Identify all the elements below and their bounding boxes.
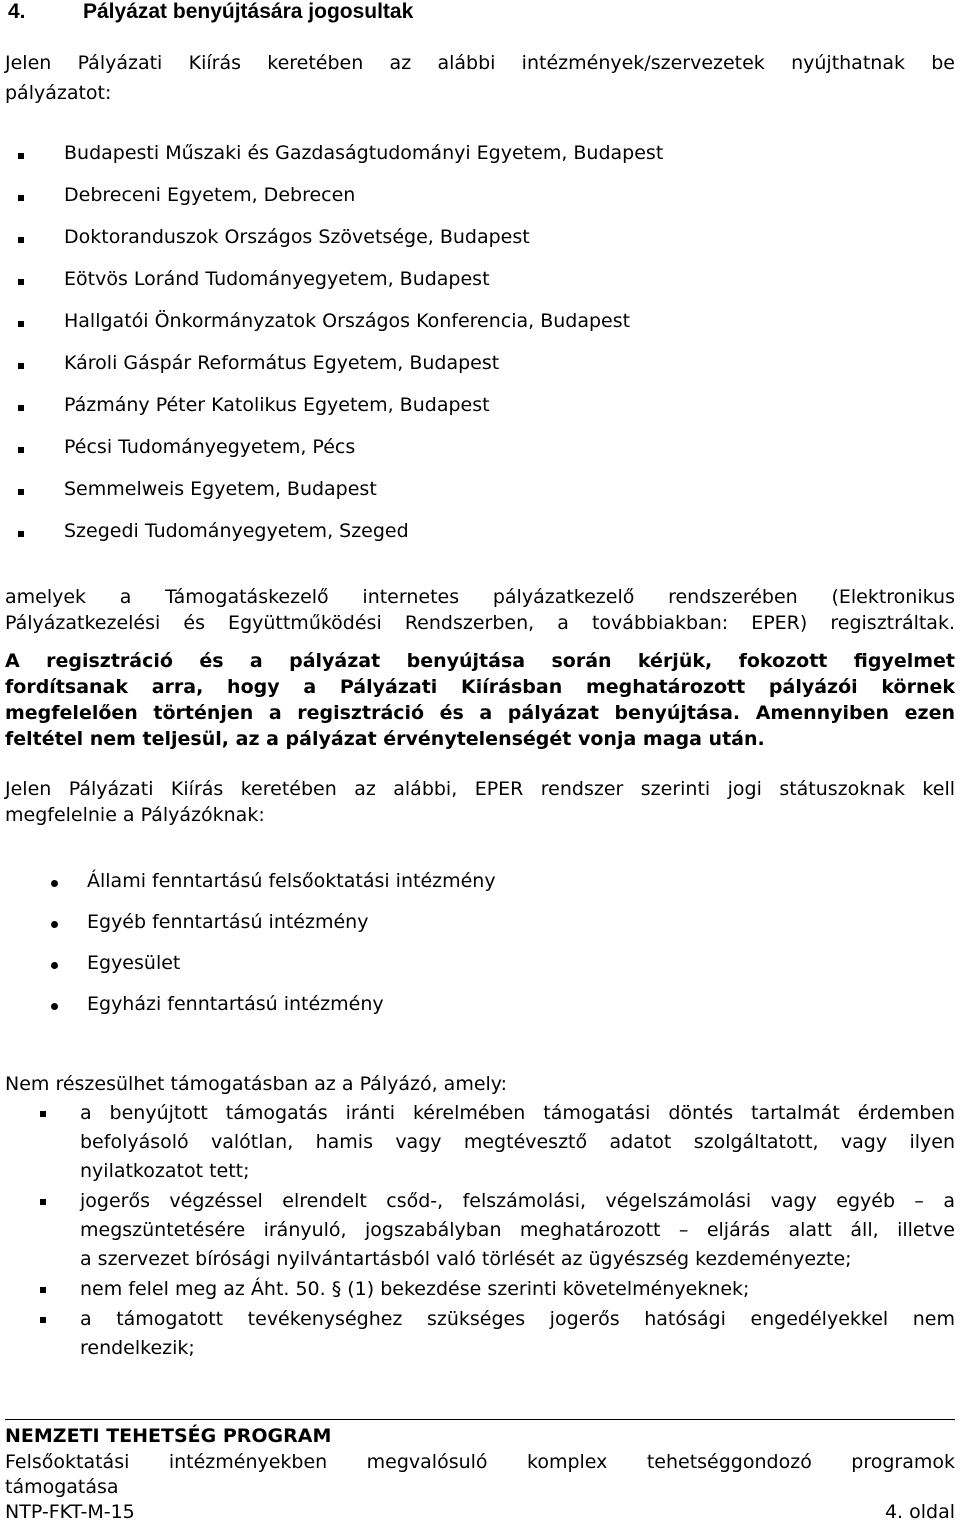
square-bullet-icon bbox=[18, 405, 24, 411]
square-bullet-icon bbox=[18, 489, 24, 495]
square-bullet-icon bbox=[40, 1199, 46, 1205]
warning-line-4: feltétel nem teljesül, az a pályázat érvénytelenségét vonja maga után. bbox=[5, 728, 765, 750]
footer-divider bbox=[5, 1419, 955, 1420]
square-bullet-icon bbox=[18, 363, 24, 369]
square-bullet-icon bbox=[18, 279, 24, 285]
exclusion-item-2-line-1: jogerős végzéssel elrendelt csőd-, felszámolási, végelszámolási vagy egyéb – a bbox=[80, 1190, 955, 1212]
square-bullet-icon bbox=[18, 153, 24, 159]
footer-subtitle-line-1: Felsőoktatási intézményekben megvalósuló komplex tehetséggondozó programok bbox=[5, 1451, 955, 1473]
exclusion-item-3-line-1: nem felel meg az Áht. 50. § (1) bekezdése szerinti követelményeknek; bbox=[80, 1278, 750, 1300]
warning-line-1: A regisztráció és a pályázat benyújtása során kérjük, fokozott figyelmet bbox=[5, 650, 955, 672]
exclusion-intro: Nem részesülhet támogatásban az a Pályázó, amely: bbox=[5, 1073, 508, 1095]
round-bullet-icon bbox=[51, 962, 58, 969]
square-bullet-icon bbox=[18, 447, 24, 453]
warning-line-3: megfelelően történjen a regisztráció és a pályázat benyújtása. Amennyiben ezen bbox=[5, 702, 955, 724]
footer-program: NEMZETI TEHETSÉG PROGRAM bbox=[5, 1425, 332, 1447]
registration-line-2: Pályázatkezelési és Együttműködési Rendszerben, a továbbiakban: EPER) regisztráltak. bbox=[5, 612, 955, 634]
warning-line-2: fordítsanak arra, hogy a Pályázati Kiírásban meghatározott pályázói körnek bbox=[5, 676, 955, 698]
exclusion-item-4-line-1: a támogatott tevékenységhez szükséges jogerős hatósági engedélyekkel nem bbox=[80, 1308, 955, 1330]
registration-line-1: amelyek a Támogatáskezelő internetes pályázatkezelő rendszerében (Elektronikus bbox=[5, 586, 955, 608]
round-bullet-icon bbox=[51, 921, 58, 928]
exclusion-item-4-line-2: rendelkezik; bbox=[80, 1337, 195, 1359]
exclusion-item-2-line-3: a szervezet bírósági nyilvántartásból való törlését az ügyészség kezdeményezte; bbox=[80, 1248, 852, 1270]
exclusion-item-1-line-3: nyilatkozatot tett; bbox=[80, 1160, 250, 1182]
intro-line-1: Jelen Pályázati Kiírás keretében az alábbi intézmények/szervezetek nyújthatnak be bbox=[5, 52, 955, 74]
status-intro-line-1: Jelen Pályázati Kiírás keretében az alábbi, EPER rendszer szerinti jogi státuszoknak kell bbox=[5, 778, 955, 800]
square-bullet-icon bbox=[40, 1287, 46, 1293]
square-bullet-icon bbox=[40, 1317, 46, 1323]
exclusion-item-2-line-2: megszüntetésére irányuló, jogszabályban meghatározott – eljárás alatt áll, illetve bbox=[80, 1219, 955, 1241]
square-bullet-icon bbox=[18, 195, 24, 201]
section-number: 4. bbox=[8, 0, 26, 23]
exclusion-item-1-line-2: befolyásoló valótlan, hamis vagy megtévesztő adatot szolgáltatott, vagy ilyen bbox=[80, 1131, 955, 1153]
footer-page-number: 4. oldal bbox=[884, 1501, 955, 1523]
status-intro-line-2: megfelelnie a Pályázóknak: bbox=[5, 804, 265, 826]
section-title: Pályázat benyújtására jogosultak bbox=[83, 0, 414, 23]
exclusion-item-1-line-1: a benyújtott támogatás iránti kérelmében támogatási döntés tartalmát érdemben bbox=[80, 1102, 955, 1124]
footer-code: NTP-FKT-M-15 bbox=[5, 1501, 135, 1523]
round-bullet-icon bbox=[51, 1003, 58, 1010]
square-bullet-icon bbox=[18, 321, 24, 327]
section-heading bbox=[8, 0, 413, 24]
square-bullet-icon bbox=[18, 237, 24, 243]
round-bullet-icon bbox=[51, 880, 58, 887]
square-bullet-icon bbox=[18, 531, 24, 537]
intro-line-2: pályázatot: bbox=[5, 82, 112, 104]
footer-subtitle-line-2: támogatása bbox=[5, 1476, 119, 1498]
square-bullet-icon bbox=[40, 1111, 46, 1117]
